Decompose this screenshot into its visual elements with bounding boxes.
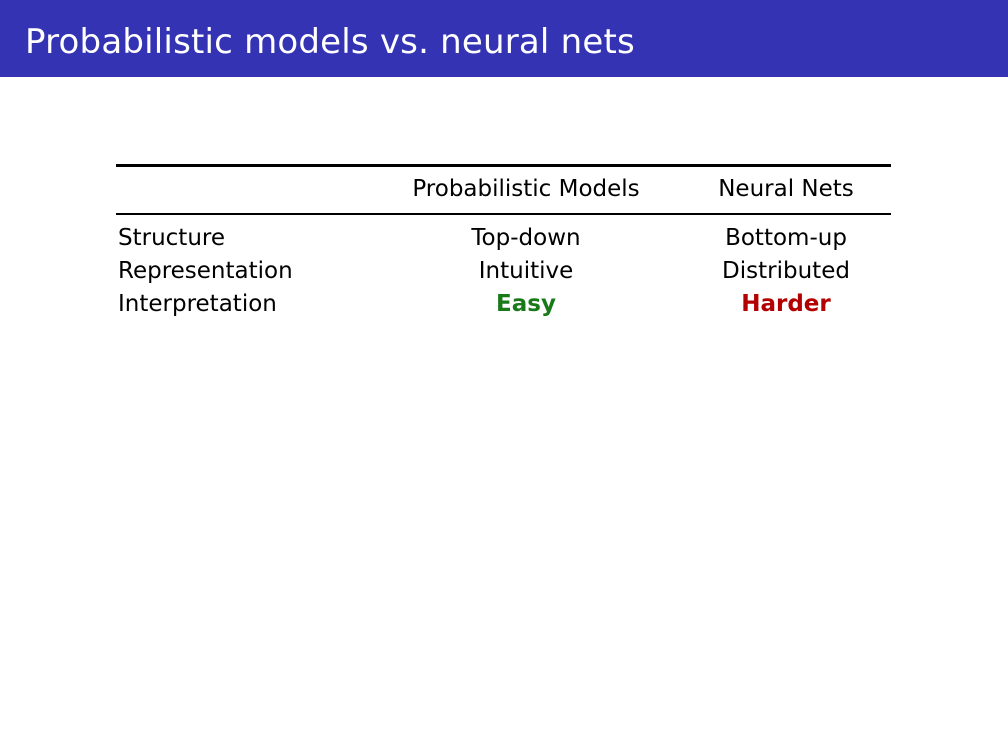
table-header-rule bbox=[116, 213, 891, 215]
row-label-representation: Representation bbox=[118, 258, 293, 284]
cell-representation-neural: Distributed bbox=[722, 258, 850, 284]
cell-interpretation-neural: Harder bbox=[741, 291, 831, 317]
title-bar bbox=[0, 0, 1008, 77]
header-neural-nets: Neural Nets bbox=[718, 176, 854, 202]
cell-interpretation-probabilistic: Easy bbox=[496, 291, 556, 317]
slide-title: Probabilistic models vs. neural nets bbox=[25, 22, 635, 62]
cell-structure-probabilistic: Top-down bbox=[471, 225, 581, 251]
cell-structure-neural: Bottom-up bbox=[725, 225, 847, 251]
row-label-interpretation: Interpretation bbox=[118, 291, 277, 317]
row-label-structure: Structure bbox=[118, 225, 225, 251]
cell-representation-probabilistic: Intuitive bbox=[478, 258, 574, 284]
table-top-rule bbox=[116, 164, 891, 167]
header-probabilistic-models: Probabilistic Models bbox=[412, 176, 640, 202]
